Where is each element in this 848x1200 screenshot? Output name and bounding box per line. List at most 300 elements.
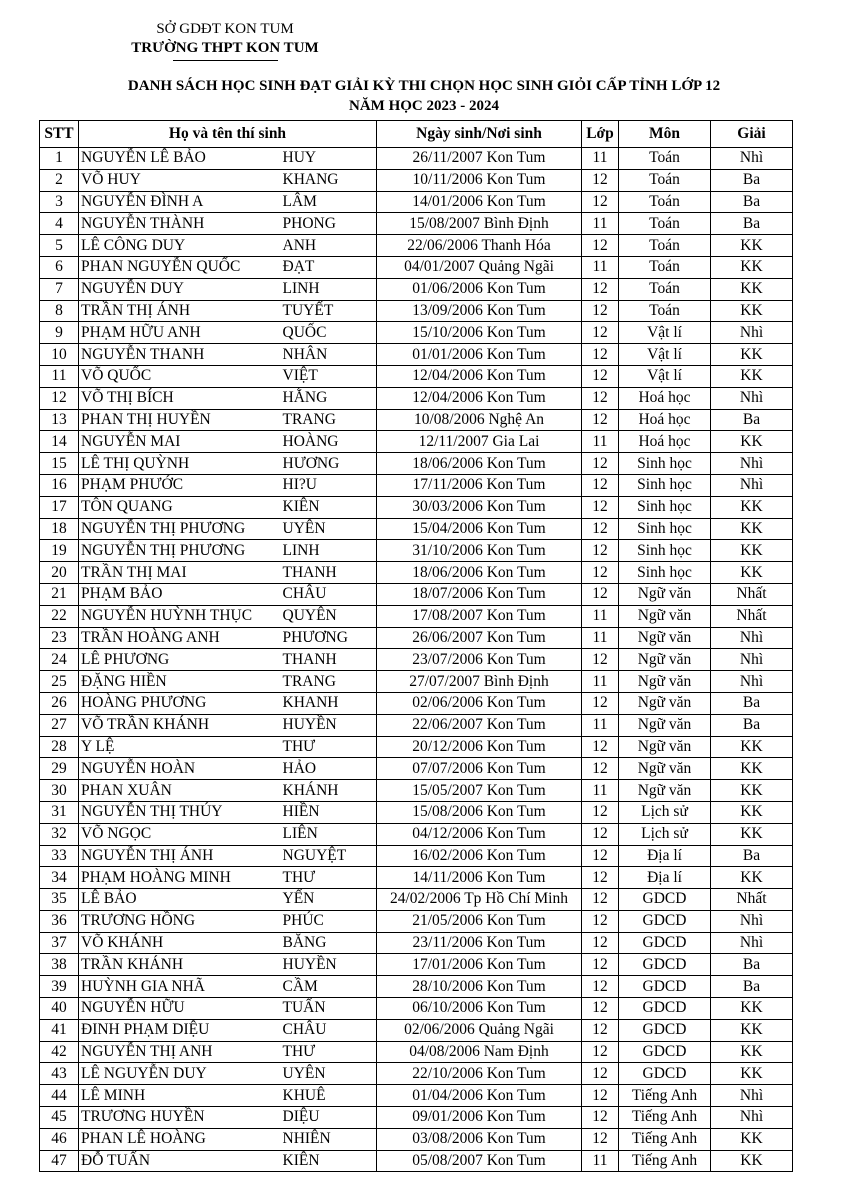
cell-stt: 26 (40, 692, 79, 714)
cell-first-name: NHÂN (281, 344, 377, 366)
cell-class: 12 (582, 954, 619, 976)
cell-subject: Sinh học (619, 562, 711, 584)
cell-class: 12 (582, 474, 619, 496)
cell-stt: 29 (40, 758, 79, 780)
cell-last-middle-name: HOÀNG PHƯƠNG (79, 692, 281, 714)
cell-award: Nhì (711, 474, 793, 496)
cell-class: 11 (582, 148, 619, 170)
cell-first-name: KIÊN (281, 496, 377, 518)
cell-award: KK (711, 1063, 793, 1085)
cell-subject: Ngữ văn (619, 736, 711, 758)
table-row (40, 213, 793, 235)
cell-subject: Toán (619, 169, 711, 191)
cell-birth: 07/07/2006 Kon Tum (377, 758, 582, 780)
title-line-1: DANH SÁCH HỌC SINH ĐẠT GIẢI KỲ THI CHỌN HỌC SINH GIỎI CẤP TỈNH LỚP 12 (127, 78, 721, 94)
cell-first-name: TUYẾT (281, 300, 377, 322)
cell-birth: 15/08/2006 Kon Tum (377, 801, 582, 823)
cell-award: KK (711, 780, 793, 802)
cell-birth: 24/02/2006 Tp Hồ Chí Minh (377, 889, 582, 911)
cell-subject: Toán (619, 191, 711, 213)
cell-class: 12 (582, 322, 619, 344)
table-row (40, 1085, 793, 1107)
cell-last-middle-name: VÕ QUỐC (79, 365, 281, 387)
table-row (40, 518, 793, 540)
cell-stt: 32 (40, 823, 79, 845)
cell-stt: 37 (40, 932, 79, 954)
table-row (40, 1019, 793, 1041)
cell-last-middle-name: NGUYỄN THỊ ÁNH (79, 845, 281, 867)
cell-subject: Toán (619, 256, 711, 278)
cell-class: 11 (582, 627, 619, 649)
cell-stt: 21 (40, 583, 79, 605)
cell-stt: 2 (40, 169, 79, 191)
table-row (40, 169, 793, 191)
cell-award: Nhất (711, 889, 793, 911)
cell-class: 12 (582, 191, 619, 213)
cell-last-middle-name: TRẦN KHÁNH (79, 954, 281, 976)
cell-award: Ba (711, 976, 793, 998)
cell-birth: 20/12/2006 Kon Tum (377, 736, 582, 758)
table-row (40, 692, 793, 714)
cell-class: 12 (582, 1041, 619, 1063)
cell-stt: 18 (40, 518, 79, 540)
cell-class: 12 (582, 540, 619, 562)
cell-first-name: LIÊN (281, 823, 377, 845)
cell-birth: 15/08/2007 Bình Định (377, 213, 582, 235)
table-row (40, 431, 793, 453)
cell-last-middle-name: ĐẶNG HIỀN (79, 671, 281, 693)
cell-birth: 09/01/2006 Kon Tum (377, 1107, 582, 1129)
cell-class: 12 (582, 932, 619, 954)
cell-first-name: BĂNG (281, 932, 377, 954)
cell-subject: GDCD (619, 954, 711, 976)
table-row (40, 496, 793, 518)
cell-first-name: NHIÊN (281, 1128, 377, 1150)
cell-subject: Lịch sử (619, 801, 711, 823)
cell-stt: 36 (40, 910, 79, 932)
cell-stt: 24 (40, 649, 79, 671)
cell-birth: 01/06/2006 Kon Tum (377, 278, 582, 300)
cell-birth: 02/06/2006 Quảng Ngãi (377, 1019, 582, 1041)
cell-last-middle-name: HUỲNH GIA NHÃ (79, 976, 281, 998)
cell-subject: Tiếng Anh (619, 1128, 711, 1150)
table-row (40, 714, 793, 736)
cell-class: 12 (582, 1019, 619, 1041)
cell-last-middle-name: TÔN QUANG (79, 496, 281, 518)
cell-stt: 19 (40, 540, 79, 562)
cell-stt: 10 (40, 344, 79, 366)
cell-last-middle-name: LÊ CÔNG DUY (79, 235, 281, 257)
cell-class: 12 (582, 344, 619, 366)
cell-subject: Hoá học (619, 431, 711, 453)
cell-stt: 12 (40, 387, 79, 409)
cell-last-middle-name: ĐINH PHẠM DIỆU (79, 1019, 281, 1041)
cell-birth: 26/06/2007 Kon Tum (377, 627, 582, 649)
cell-first-name: UYÊN (281, 1063, 377, 1085)
cell-birth: 18/07/2006 Kon Tum (377, 583, 582, 605)
table-row (40, 409, 793, 431)
cell-birth: 15/10/2006 Kon Tum (377, 322, 582, 344)
cell-first-name: ANH (281, 235, 377, 257)
cell-subject: Địa lí (619, 845, 711, 867)
cell-first-name: CHÂU (281, 583, 377, 605)
table-row (40, 562, 793, 584)
cell-subject: GDCD (619, 976, 711, 998)
cell-stt: 22 (40, 605, 79, 627)
cell-first-name: THƯ (281, 736, 377, 758)
cell-stt: 35 (40, 889, 79, 911)
cell-award: Nhì (711, 148, 793, 170)
cell-stt: 13 (40, 409, 79, 431)
table-row (40, 453, 793, 475)
cell-first-name: VIỆT (281, 365, 377, 387)
table-row (40, 1063, 793, 1085)
cell-first-name: HƯƠNG (281, 453, 377, 475)
cell-last-middle-name: ĐỖ TUẤN (79, 1150, 281, 1172)
awards-table (39, 120, 793, 1172)
cell-stt: 14 (40, 431, 79, 453)
cell-birth: 10/08/2006 Nghệ An (377, 409, 582, 431)
cell-stt: 4 (40, 213, 79, 235)
cell-award: KK (711, 1019, 793, 1041)
cell-subject: GDCD (619, 1019, 711, 1041)
cell-award: KK (711, 998, 793, 1020)
cell-last-middle-name: LÊ MINH (79, 1085, 281, 1107)
cell-last-middle-name: NGUYỄN THỊ THÚY (79, 801, 281, 823)
cell-first-name: KHÁNH (281, 780, 377, 802)
cell-class: 12 (582, 496, 619, 518)
cell-subject: Ngữ văn (619, 649, 711, 671)
cell-subject: Sinh học (619, 540, 711, 562)
cell-last-middle-name: VÕ KHÁNH (79, 932, 281, 954)
cell-stt: 30 (40, 780, 79, 802)
cell-first-name: CHÂU (281, 1019, 377, 1041)
cell-first-name: LINH (281, 278, 377, 300)
cell-first-name: NGUYỆT (281, 845, 377, 867)
cell-class: 12 (582, 409, 619, 431)
header-subject: Môn (619, 121, 711, 148)
table-row (40, 736, 793, 758)
cell-award: Ba (711, 845, 793, 867)
cell-last-middle-name: LÊ PHƯƠNG (79, 649, 281, 671)
cell-stt: 43 (40, 1063, 79, 1085)
cell-last-middle-name: LÊ THỊ QUỲNH (79, 453, 281, 475)
cell-subject: GDCD (619, 932, 711, 954)
cell-last-middle-name: NGUYỄN HUỲNH THỤC (79, 605, 281, 627)
table-row (40, 998, 793, 1020)
table-row (40, 627, 793, 649)
cell-award: KK (711, 235, 793, 257)
cell-class: 12 (582, 867, 619, 889)
cell-last-middle-name: NGUYỄN HOÀN (79, 758, 281, 780)
cell-birth: 28/10/2006 Kon Tum (377, 976, 582, 998)
cell-award: KK (711, 496, 793, 518)
cell-award: KK (711, 562, 793, 584)
cell-last-middle-name: NGUYỄN THÀNH (79, 213, 281, 235)
cell-award: KK (711, 278, 793, 300)
cell-last-middle-name: PHẠM HOÀNG MINH (79, 867, 281, 889)
cell-award: KK (711, 758, 793, 780)
table-row (40, 256, 793, 278)
cell-award: KK (711, 1041, 793, 1063)
cell-subject: Tiếng Anh (619, 1107, 711, 1129)
cell-class: 12 (582, 976, 619, 998)
school-name: TRƯỜNG THPT KON TUM (131, 40, 319, 56)
cell-birth: 14/11/2006 Kon Tum (377, 867, 582, 889)
cell-first-name: UYÊN (281, 518, 377, 540)
cell-stt: 16 (40, 474, 79, 496)
cell-class: 12 (582, 387, 619, 409)
cell-birth: 04/08/2006 Nam Định (377, 1041, 582, 1063)
cell-stt: 23 (40, 627, 79, 649)
cell-first-name: KIÊN (281, 1150, 377, 1172)
table-row (40, 365, 793, 387)
cell-class: 12 (582, 649, 619, 671)
cell-first-name: THƯ (281, 867, 377, 889)
cell-award: Ba (711, 692, 793, 714)
table-row (40, 976, 793, 998)
cell-class: 11 (582, 605, 619, 627)
cell-birth: 27/07/2007 Bình Định (377, 671, 582, 693)
cell-class: 12 (582, 365, 619, 387)
cell-class: 11 (582, 714, 619, 736)
cell-award: KK (711, 518, 793, 540)
cell-subject: Sinh học (619, 496, 711, 518)
cell-stt: 8 (40, 300, 79, 322)
cell-last-middle-name: NGUYỄN MAI (79, 431, 281, 453)
cell-stt: 25 (40, 671, 79, 693)
cell-first-name: HIỀN (281, 801, 377, 823)
cell-birth: 01/04/2006 Kon Tum (377, 1085, 582, 1107)
cell-first-name: CẦM (281, 976, 377, 998)
cell-birth: 18/06/2006 Kon Tum (377, 453, 582, 475)
cell-class: 12 (582, 758, 619, 780)
cell-birth: 04/12/2006 Kon Tum (377, 823, 582, 845)
cell-birth: 12/11/2007 Gia Lai (377, 431, 582, 453)
cell-stt: 41 (40, 1019, 79, 1041)
cell-subject: GDCD (619, 998, 711, 1020)
cell-stt: 46 (40, 1128, 79, 1150)
cell-birth: 17/01/2006 Kon Tum (377, 954, 582, 976)
cell-subject: Tiếng Anh (619, 1150, 711, 1172)
cell-first-name: TRANG (281, 671, 377, 693)
cell-last-middle-name: PHẠM HỮU ANH (79, 322, 281, 344)
cell-award: Nhất (711, 583, 793, 605)
cell-birth: 10/11/2006 Kon Tum (377, 169, 582, 191)
cell-class: 12 (582, 278, 619, 300)
cell-class: 12 (582, 235, 619, 257)
cell-last-middle-name: Y LỆ (79, 736, 281, 758)
cell-stt: 3 (40, 191, 79, 213)
cell-subject: Tiếng Anh (619, 1085, 711, 1107)
table-row (40, 758, 793, 780)
cell-award: Nhì (711, 453, 793, 475)
cell-award: Nhì (711, 627, 793, 649)
cell-birth: 05/08/2007 Kon Tum (377, 1150, 582, 1172)
cell-award: Ba (711, 191, 793, 213)
cell-last-middle-name: NGUYỄN THỊ PHƯƠNG (79, 518, 281, 540)
cell-class: 12 (582, 1085, 619, 1107)
cell-subject: Sinh học (619, 518, 711, 540)
header-birth: Ngày sinh/Nơi sinh (377, 121, 582, 148)
cell-first-name: QUYÊN (281, 605, 377, 627)
cell-first-name: PHƯƠNG (281, 627, 377, 649)
cell-stt: 38 (40, 954, 79, 976)
cell-class: 12 (582, 1063, 619, 1085)
cell-last-middle-name: NGUYỄN DUY (79, 278, 281, 300)
cell-class: 12 (582, 889, 619, 911)
cell-class: 12 (582, 823, 619, 845)
cell-class: 11 (582, 1150, 619, 1172)
cell-birth: 16/02/2006 Kon Tum (377, 845, 582, 867)
cell-award: Ba (711, 169, 793, 191)
table-row (40, 605, 793, 627)
table-row (40, 1041, 793, 1063)
cell-award: KK (711, 431, 793, 453)
cell-class: 12 (582, 1107, 619, 1129)
cell-last-middle-name: PHAN XUÂN (79, 780, 281, 802)
cell-award: Ba (711, 213, 793, 235)
cell-award: KK (711, 540, 793, 562)
header-class: Lớp (582, 121, 619, 148)
table-row (40, 191, 793, 213)
cell-subject: Ngữ văn (619, 605, 711, 627)
table-row (40, 540, 793, 562)
cell-last-middle-name: NGUYỄN THỊ ANH (79, 1041, 281, 1063)
cell-birth: 03/08/2006 Kon Tum (377, 1128, 582, 1150)
cell-class: 12 (582, 1128, 619, 1150)
cell-birth: 22/06/2006 Thanh Hóa (377, 235, 582, 257)
cell-subject: Ngữ văn (619, 714, 711, 736)
cell-class: 12 (582, 910, 619, 932)
cell-subject: Sinh học (619, 453, 711, 475)
cell-class: 11 (582, 213, 619, 235)
cell-first-name: HUYỀN (281, 954, 377, 976)
cell-award: Nhì (711, 387, 793, 409)
cell-first-name: QUỐC (281, 322, 377, 344)
cell-last-middle-name: NGUYỄN ĐÌNH A (79, 191, 281, 213)
cell-subject: Hoá học (619, 409, 711, 431)
title-line-2: NĂM HỌC 2023 - 2024 (349, 98, 499, 114)
cell-award: Nhì (711, 322, 793, 344)
cell-first-name: THANH (281, 562, 377, 584)
cell-stt: 11 (40, 365, 79, 387)
document-header (95, 20, 355, 61)
table-row (40, 780, 793, 802)
table-row (40, 344, 793, 366)
cell-subject: GDCD (619, 889, 711, 911)
cell-subject: GDCD (619, 1041, 711, 1063)
cell-award: KK (711, 823, 793, 845)
cell-stt: 6 (40, 256, 79, 278)
cell-subject: Ngữ văn (619, 692, 711, 714)
cell-birth: 31/10/2006 Kon Tum (377, 540, 582, 562)
cell-award: KK (711, 736, 793, 758)
header-name: Họ và tên thí sinh (79, 121, 377, 148)
cell-stt: 45 (40, 1107, 79, 1129)
cell-award: Ba (711, 409, 793, 431)
cell-last-middle-name: NGUYỄN LÊ BẢO (79, 148, 281, 170)
cell-class: 11 (582, 256, 619, 278)
cell-subject: Hoá học (619, 387, 711, 409)
cell-last-middle-name: PHẠM PHƯỚC (79, 474, 281, 496)
table-header-row (40, 121, 793, 148)
cell-subject: GDCD (619, 910, 711, 932)
table-row (40, 1107, 793, 1129)
cell-subject: Ngữ văn (619, 627, 711, 649)
cell-award: KK (711, 300, 793, 322)
cell-award: Ba (711, 714, 793, 736)
table-row (40, 889, 793, 911)
cell-stt: 47 (40, 1150, 79, 1172)
table-row (40, 671, 793, 693)
cell-stt: 33 (40, 845, 79, 867)
cell-last-middle-name: LÊ BẢO (79, 889, 281, 911)
cell-class: 11 (582, 671, 619, 693)
header-stt: STT (40, 121, 79, 148)
cell-first-name: ĐẠT (281, 256, 377, 278)
cell-last-middle-name: NGUYỄN THANH (79, 344, 281, 366)
table-row (40, 823, 793, 845)
cell-first-name: LINH (281, 540, 377, 562)
table-row (40, 235, 793, 257)
cell-last-middle-name: VÕ NGỌC (79, 823, 281, 845)
cell-birth: 30/03/2006 Kon Tum (377, 496, 582, 518)
cell-class: 12 (582, 562, 619, 584)
cell-first-name: KHANG (281, 169, 377, 191)
cell-first-name: TUẤN (281, 998, 377, 1020)
cell-award: Nhì (711, 1085, 793, 1107)
cell-birth: 23/07/2006 Kon Tum (377, 649, 582, 671)
cell-award: Nhì (711, 932, 793, 954)
table-row (40, 867, 793, 889)
cell-first-name: HẰNG (281, 387, 377, 409)
department-name: SỞ GDĐT KON TUM (156, 21, 294, 37)
cell-award: KK (711, 256, 793, 278)
cell-first-name: KHANH (281, 692, 377, 714)
cell-last-middle-name: TRẦN HOÀNG ANH (79, 627, 281, 649)
cell-first-name: TRANG (281, 409, 377, 431)
table-body (40, 148, 793, 1172)
cell-class: 12 (582, 801, 619, 823)
cell-birth: 13/09/2006 Kon Tum (377, 300, 582, 322)
cell-last-middle-name: TRẦN THỊ MAI (79, 562, 281, 584)
cell-subject: GDCD (619, 1063, 711, 1085)
cell-class: 12 (582, 300, 619, 322)
cell-first-name: KHUÊ (281, 1085, 377, 1107)
cell-last-middle-name: TRẦN THỊ ÁNH (79, 300, 281, 322)
cell-class: 12 (582, 692, 619, 714)
cell-stt: 40 (40, 998, 79, 1020)
cell-last-middle-name: TRƯƠNG HỒNG (79, 910, 281, 932)
cell-last-middle-name: PHAN NGUYỄN QUỐC (79, 256, 281, 278)
cell-stt: 42 (40, 1041, 79, 1063)
cell-birth: 14/01/2006 Kon Tum (377, 191, 582, 213)
cell-birth: 12/04/2006 Kon Tum (377, 365, 582, 387)
cell-last-middle-name: LÊ NGUYỄN DUY (79, 1063, 281, 1085)
cell-subject: Ngữ văn (619, 671, 711, 693)
cell-last-middle-name: NGUYỄN THỊ PHƯƠNG (79, 540, 281, 562)
cell-birth: 23/11/2006 Kon Tum (377, 932, 582, 954)
cell-subject: Sinh học (619, 474, 711, 496)
cell-last-middle-name: PHAN LÊ HOÀNG (79, 1128, 281, 1150)
table-row (40, 1128, 793, 1150)
cell-first-name: PHÚC (281, 910, 377, 932)
cell-award: KK (711, 867, 793, 889)
table-row (40, 387, 793, 409)
cell-birth: 22/10/2006 Kon Tum (377, 1063, 582, 1085)
cell-first-name: THƯ (281, 1041, 377, 1063)
